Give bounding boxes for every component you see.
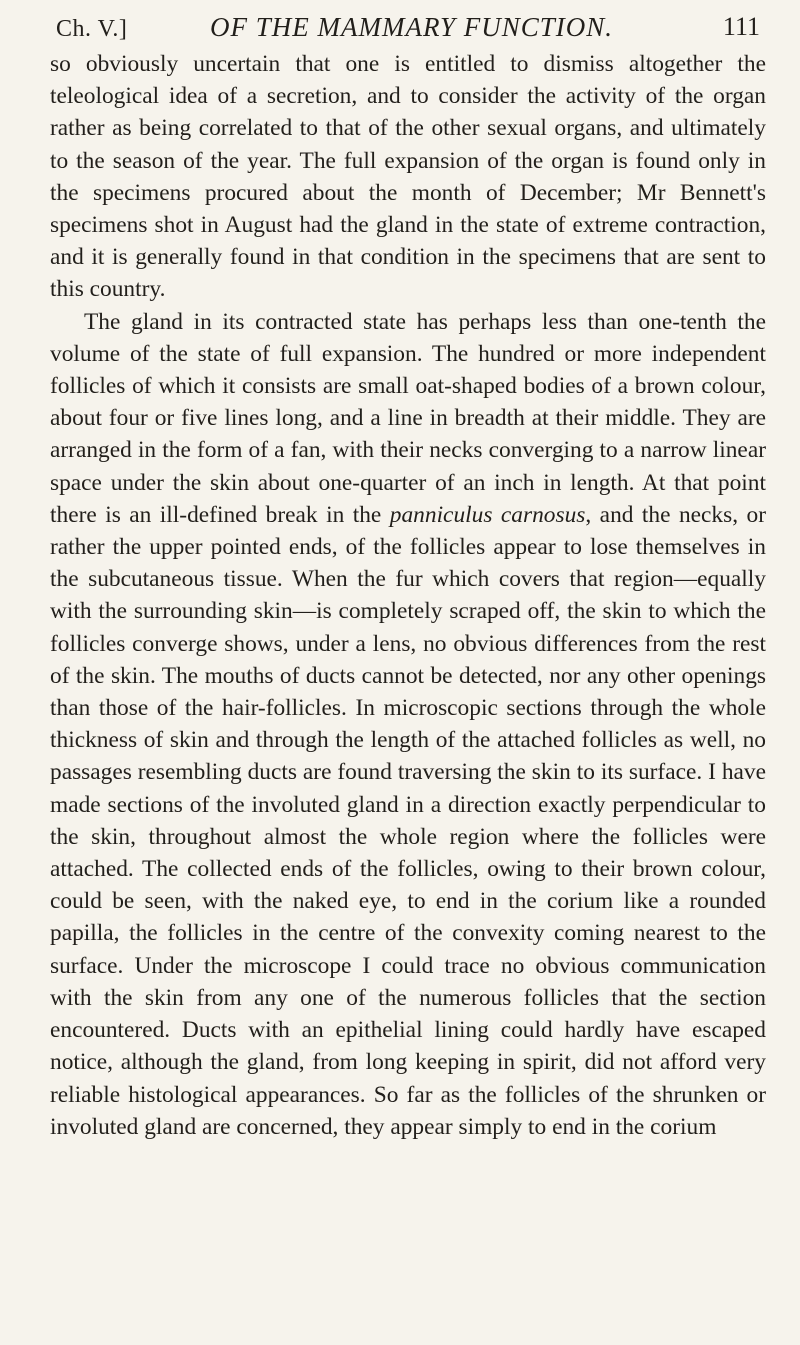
text-run: so obviously uncertain that one is entitled to dismiss altogether the teleological idea of a secretion, and to consider the activity of the organ rather as being correlated to that of the other sexual organs, and ultimately to the season of the year. The full expansion of the organ is found only in the specimens procured about the month of December; Mr Bennett's specimens shot in August had the gland in the state of extreme contraction, and it is generally found in that condition in the specimens that are sent to this country. [50,51,766,303]
paragraph-1 [50,48,766,306]
body-text [50,48,766,1143]
chapter-reference: Ch. V.] [56,16,128,42]
text-run: , and the necks, or rather the upper pointed ends, of the follicles appear to lose themselves in the subcutaneous tissue. When the fur which covers that region—equally with the surrounding skin—is completely scraped off, the skin to which the follicles converge shows, under a lens, no obvious differences from the rest of the skin. The mouths of ducts cannot be detected, nor any other openings than those of the hair-follicles. In microscopic sections through the whole thickness of skin and through the length of the attached follicles as well, no passages resembling ducts are found traversing the skin to its surface. I have made sections of the involuted gland in a direction exactly perpendicular to the skin, throughout almost the whole region where the follicles were attached. The collected ends of the follicles, owing to their brown colour, could be seen, with the naked eye, to end in the corium like a rounded papilla, the follicles in the centre of the convexity coming nearest to the surface. Under the microscope I could trace no obvious communication with the skin from any one of the numerous follicles that the section encountered. Ducts with an epithelial lining could hardly have escaped notice, although the gland, from long keeping in spirit, did not afford very reliable histological appearances. So far as the follicles of the shrunken or involuted gland are concerned, they appear simply to end in the corium [50,501,766,1140]
running-title: OF THE MAMMARY FUNCTION. [210,12,614,42]
running-head [50,6,766,46]
text-run: The gland in its contracted state has perhaps less than one-tenth the volume of the state of full expansion. The hundred or more independent follicles of which it consists are small oat-shaped bodies of a brown colour, about four or five lines long, and a line in breadth at their middle. They are arranged in the form of a fan, with their necks converging to a narrow linear space under the skin about one-quarter of an inch in length. At that point there is an ill-defined break in the [50,308,766,528]
page-number: 111 [722,12,760,41]
paragraph-2 [50,306,766,1143]
latin-term: panniculus carnosus [389,501,586,528]
